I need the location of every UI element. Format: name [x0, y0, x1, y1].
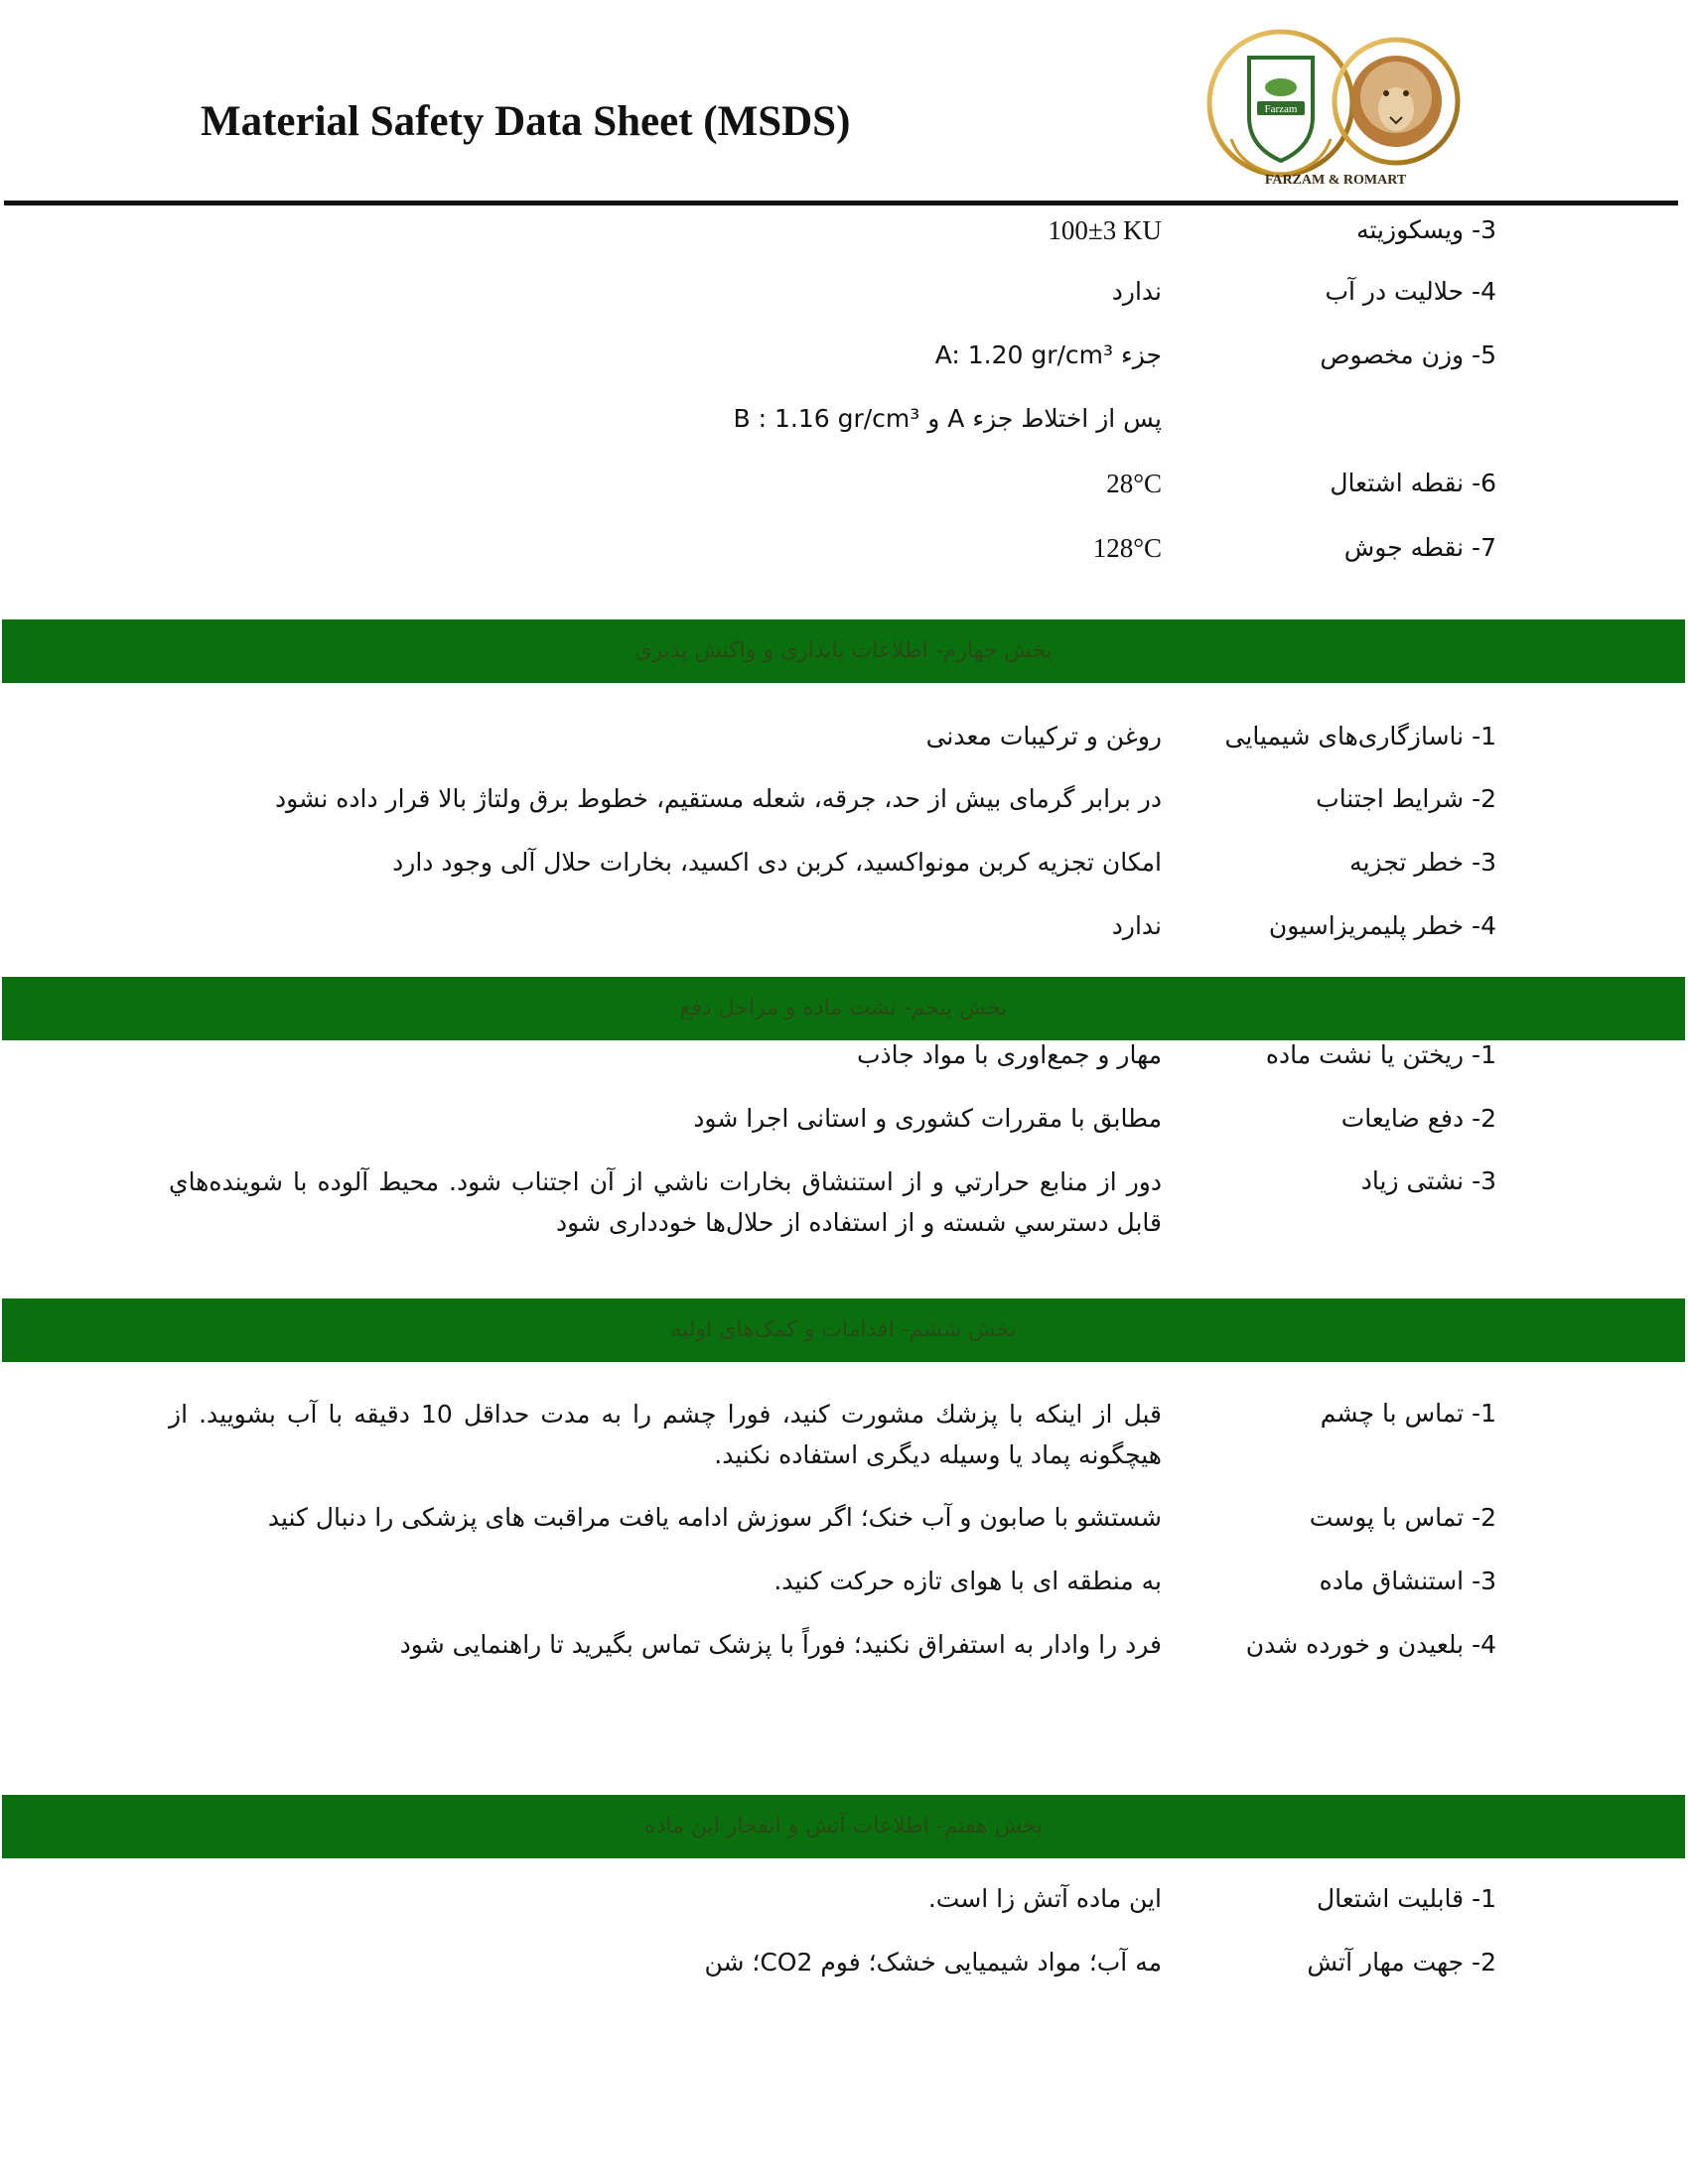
section5-row-label: 3- نشتی زیاد — [1360, 1166, 1496, 1195]
section7-row-value: مه آب؛ مواد شیمیایی خشک؛ فوم CO2؛ شن — [704, 1948, 1162, 1977]
section5-row-value: مطابق با مقررات کشوری و استانی اجرا شود — [693, 1104, 1162, 1133]
document-title: Material Safety Data Sheet (MSDS) — [201, 98, 851, 145]
flash-point-label: 6- نقطه اشتعال — [1330, 469, 1496, 497]
boiling-point-value: 128°C — [1092, 533, 1162, 563]
section4-row-value: روغن و ترکیبات معدنی — [925, 722, 1162, 751]
section5-row-label: 1- ریختن یا نشت ماده — [1265, 1040, 1496, 1069]
specific-gravity-value-a: جزء A: 1.20 gr/cm³ — [934, 341, 1162, 369]
section4-banner: بخش چهارم- اطلاعات پایداری و واکنش پذیری — [2, 619, 1685, 683]
section6-row-value: به منطقه ای با هوای تازه حرکت کنید. — [774, 1567, 1162, 1595]
section6-row-label: 3- استنشاق ماده — [1319, 1567, 1496, 1595]
section7-row-label: 1- قابلیت اشتعال — [1317, 1884, 1496, 1913]
section6-row-value: شستشو با صابون و آب خنک؛ اگر سوزش ادامه یافت مراقبت های پزشکی را دنبال کنید — [267, 1503, 1162, 1532]
section4-row-label: 2- شرایط اجتناب — [1316, 784, 1496, 813]
logo-caption: FARZAM & ROMART — [1264, 173, 1407, 188]
section5-row-value: مهار و جمع‌اوری با مواد جاذب — [857, 1040, 1162, 1069]
svg-text:Farzam: Farzam — [1264, 103, 1298, 115]
section5-row-value: دور از منابع حرارتي و از استنشاق بخارات ناشي از آن اجتناب شود. محيط آلوده با شوینده‌هاي قابل دسترسي شسته و از استفاده از حلال‌ها خودداری شود — [169, 1167, 1162, 1237]
section4-row-value: ندارد — [1111, 911, 1162, 940]
specific-gravity-label: 5- وزن مخصوص — [1320, 341, 1496, 369]
section4-row-value: در برابر گرمای بیش از حد، جرقه، شعله مستقیم، خطوط برق ولتاژ بالا قرار داده نشود — [275, 784, 1162, 813]
section5-row-label: 2- دفع ضایعات — [1340, 1104, 1496, 1133]
water-solubility-value: ندارد — [1111, 277, 1162, 306]
section4-row-value: امکان تجزیه کربن مونواکسید، کربن دی اکسید، بخارات حلال آلی وجود دارد — [392, 848, 1162, 877]
section4-row-label: 4- خطر پلیمریزاسیون — [1268, 911, 1496, 940]
section6-banner: بخش ششم- اقدامات و کمک‌های اولیه — [2, 1298, 1685, 1362]
water-solubility-label: 4- حلالیت در آب — [1325, 277, 1496, 306]
section6-row-label: 2- تماس با پوست — [1309, 1503, 1496, 1532]
section7-row-label: 2- جهت مهار آتش — [1307, 1948, 1496, 1977]
section6-row-label: 1- تماس با چشم — [1320, 1399, 1496, 1428]
section4-row-label: 1- ناسازگاری‌های شیمیایی — [1224, 722, 1496, 751]
viscosity-value: 100±3 KU — [1048, 215, 1162, 245]
section6-row-label: 4- بلعیدن و خورده شدن — [1245, 1630, 1496, 1659]
section6-row-value: قبل از اینکه با پزشك مشورت كنيد، فورا چشم را به مدت حداقل 10 دقيقه با آب بشوييد. از هیچگونه پماد یا وسیله دیگری استفاده نکنید. — [169, 1400, 1162, 1469]
section4-row-label: 3- خطر تجزیه — [1349, 848, 1496, 877]
section7-banner: بخش هفتم- اطلاعات آتش و انفجار این ماده — [2, 1795, 1685, 1858]
viscosity-label: 3- ویسکوزیته — [1356, 215, 1496, 244]
specific-gravity-value-mix: پس از اختلاط جزء A و B : 1.16 gr/cm³ — [733, 404, 1162, 433]
section6-row-value: فرد را وادار به استفراق نکنید؛ فوراً با پزشک تماس بگیرید تا راهنمایی شود — [399, 1630, 1162, 1659]
boiling-point-label: 7- نقطه جوش — [1343, 533, 1496, 562]
header-rule — [4, 201, 1678, 205]
company-logo — [1201, 20, 1468, 197]
section5-banner: بخش پنجم- نشت ماده و مراحل دفع — [2, 977, 1685, 1040]
section7-row-value: این ماده آتش زا است. — [927, 1884, 1162, 1913]
flash-point-value: 28°C — [1106, 469, 1162, 498]
